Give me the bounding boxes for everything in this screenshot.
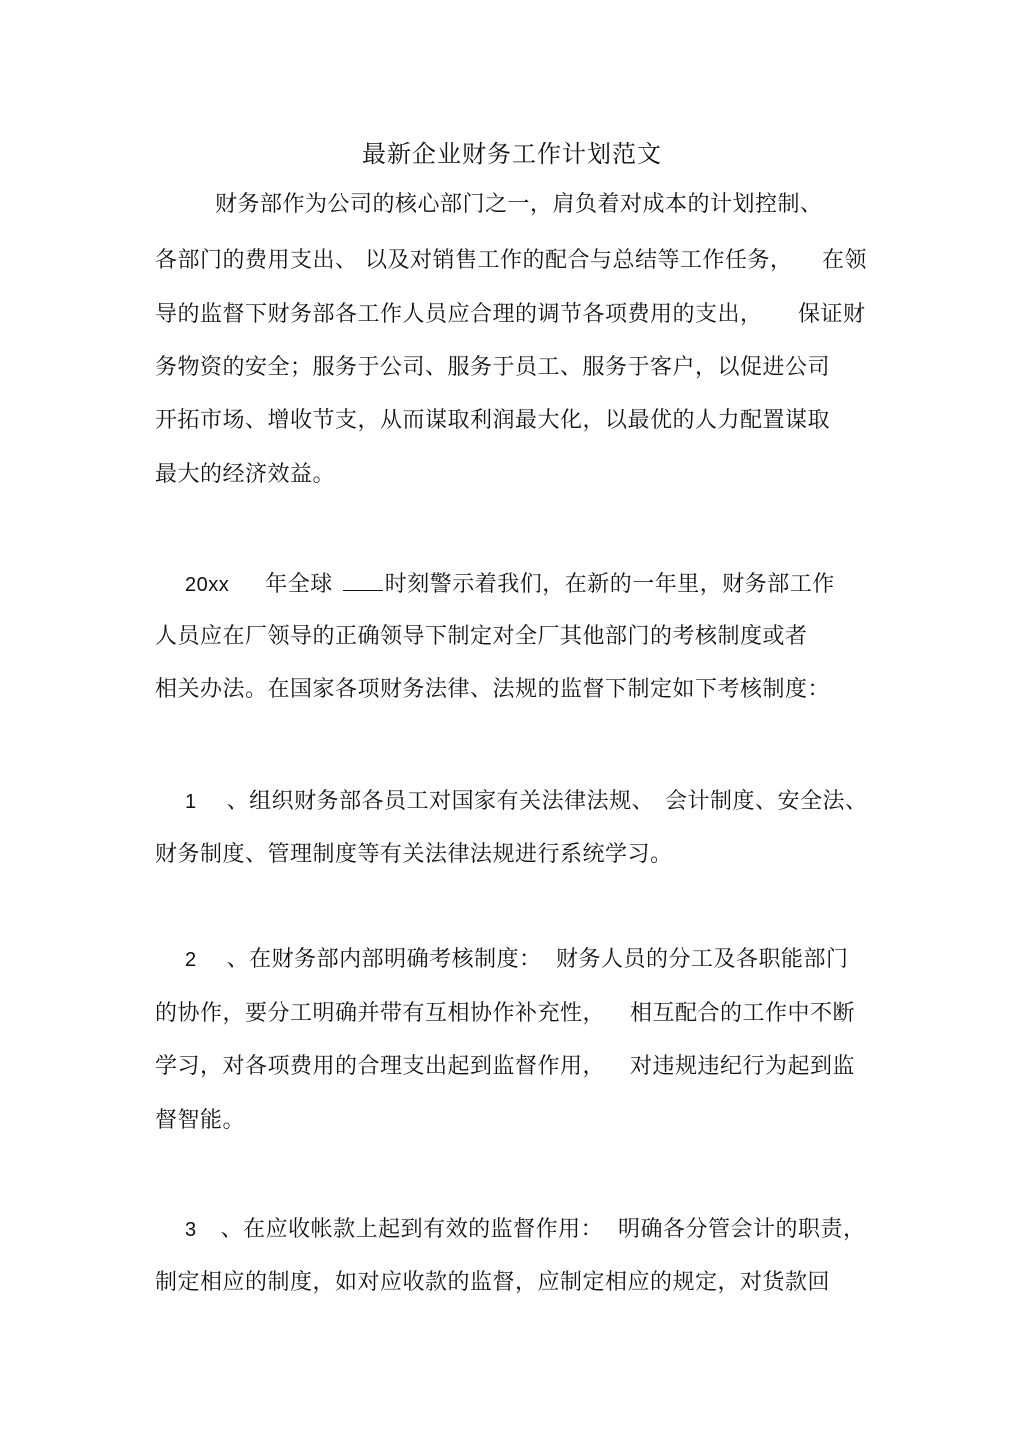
para2-line-1 (185, 568, 835, 602)
item1-number: 1 (185, 791, 197, 813)
intro-line-3: 导的监督下财务部各工作人员应合理的调节各项费用的支出， (155, 302, 763, 327)
item3-line-2: 制定相应的制度，如对应收款的监督，应制定相应的规定，对货款回 (155, 1270, 831, 1295)
document-title: 最新企业财务工作计划范文 (362, 140, 662, 168)
para2-line-2: 人员应在厂领导的正确领导下制定对全厂其他部门的考核制度或者 (155, 624, 808, 649)
item1-text-a: 、组织财务部各员工对国家有关法律法规、 (226, 789, 655, 814)
intro-line-2-tail: 在领 (822, 248, 868, 273)
item2-text-a: 、在财务部内部明确考核制度： (226, 947, 542, 972)
intro-line-4: 务物资的安全；服务于公司、服务于员工、服务于客户，以促进公司 (155, 355, 831, 380)
intro-line-3-tail: 保证财 (798, 302, 866, 327)
item2-number: 2 (185, 949, 197, 971)
intro-line-2: 各部门的费用支出、 以及对销售工作的配合与总结等工作任务， (155, 248, 793, 273)
item3-text-a: 、在应收帐款上起到有效的监督作用： (220, 1217, 604, 1242)
item2-line-3-tail: 对违规违纪行为起到监 (630, 1054, 856, 1079)
para2-year: 20xx (185, 574, 230, 596)
para2-line-3: 相关办法。在国家各项财务法律、法规的监督下制定如下考核制度： (155, 677, 831, 702)
para2-blank (343, 568, 383, 591)
item2-line-2-tail: 相互配合的工作中不断 (630, 1001, 856, 1026)
intro-line-5: 开拓市场、增收节支，从而谋取利润最大化，以最优的人力配置谋取 (155, 408, 831, 433)
item2-text-b: 财务人员的分工及各职能部门 (556, 947, 849, 972)
para2-part-a: 年全球 (265, 572, 333, 597)
item1-line-2: 财务制度、管理制度等有关法律法规进行系统学习。 (155, 842, 673, 867)
intro-line-6: 最大的经济效益。 (155, 462, 336, 487)
item2-line-4: 督智能。 (155, 1108, 246, 1133)
item1-line-1 (185, 785, 654, 819)
item3-number: 3 (185, 1219, 197, 1241)
item3-text-b: 明确各分管会计的职责， (618, 1217, 866, 1242)
item2-line-2: 的协作，要分工明确并带有互相协作补充性， (155, 1001, 606, 1026)
item2-line-3: 学习，对各项费用的合理支出起到监督作用， (155, 1054, 606, 1079)
para2-part-b: 时刻警示着我们，在新的一年里，财务部工作 (384, 572, 835, 597)
item3-line-1 (185, 1213, 603, 1247)
intro-line-1: 财务部作为公司的核心部门之一，肩负着对成本的计划控制、 (215, 192, 823, 217)
item1-text-b: 会计制度、安全法、 (665, 789, 868, 814)
item2-line-1 (185, 943, 542, 977)
